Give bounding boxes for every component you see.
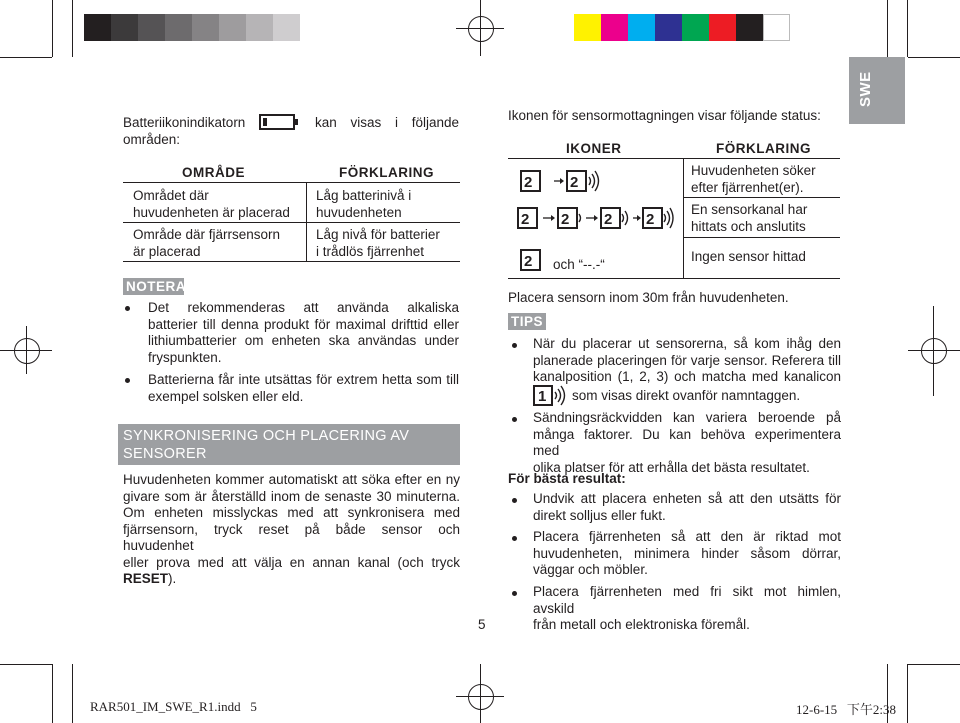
- col-icons-header: IKONER: [566, 141, 622, 156]
- sensor-not-found-icon: [520, 247, 546, 273]
- table-row-1-area: Området där huvudenheten är placerad: [133, 188, 290, 220]
- bullet-icon: [125, 306, 130, 311]
- svg-text:2: 2: [561, 211, 570, 228]
- svg-text:2: 2: [524, 253, 533, 270]
- svg-text:1: 1: [538, 388, 547, 405]
- tips-bullet-1-end: som visas direkt ovanför namntaggen.: [572, 388, 801, 403]
- best-bullet-1: Undvik att placera enheten så att den utsätts för direkt solljus eller fukt.: [533, 491, 841, 523]
- sensor-searching-icon: [520, 168, 640, 194]
- bullet-icon: [512, 536, 517, 541]
- bullet-icon: [512, 343, 517, 348]
- page-number: 5: [478, 617, 486, 632]
- footer-date: 12-6-15 下午2:38: [796, 702, 897, 717]
- sync-heading: SYNKRONISERING OCH PLACERING AV SENSORER: [118, 424, 460, 465]
- notera-bullet-2: Batterierna får inte utsättas för extrem hetta som till exempel solsken eller eld.: [148, 372, 459, 404]
- reset-keyword: RESET: [123, 571, 169, 586]
- language-tab: [849, 57, 905, 124]
- bullet-icon: [125, 378, 130, 383]
- bullet-icon: [512, 498, 517, 503]
- tips-label: TIPS: [508, 313, 546, 330]
- bullet-icon: [512, 417, 517, 422]
- battery-icon: [259, 113, 299, 131]
- battery-intro-b: kan visas i följande: [315, 115, 459, 130]
- sensor-channel-found-icon: [517, 205, 677, 231]
- best-bullet-3: Placera fjärrenheten med fri sikt mot himlen, avskild från metall och elektroniska föremål.: [533, 584, 841, 632]
- table-row-1-explanation: Låg batterinivå i huvudenheten: [316, 188, 412, 220]
- col-area-header: OMRÅDE: [182, 165, 245, 180]
- battery-intro-c: områden:: [123, 132, 181, 147]
- svg-text:2: 2: [646, 211, 655, 228]
- notera-bullet-1: Det rekommenderas att använda alkaliska batterier till denna produkt för maximal drifttid eller lithiumbatterier om enheten ska användas under fryspunkten.: [148, 300, 459, 365]
- best-results-heading: För bästa resultat:: [508, 471, 626, 486]
- svg-text:2: 2: [521, 211, 530, 228]
- reception-row-3-och: och “--.-“: [553, 257, 605, 272]
- battery-intro-a: Batteriikonindikatorn: [123, 115, 246, 130]
- footer-file: RAR501_IM_SWE_R1.indd 5: [90, 699, 257, 714]
- tips-bullet-1: När du placerar ut sensorerna, så kom ihåg den planerade placeringen för varje sensor. Referera till kanalposition (1, 2, 3) och matcha med kanalicon: [533, 336, 841, 384]
- sync-paragraph: Huvudenheten kommer automatiskt att söka efter en ny givare som är återställd inom de senaste 30 minuterna. Om enheten misslyckas med att synkronisera med fjärrsensorn, tryck reset på både sensor och huvudenhet eller prova med att välja en annan kanal (och tryck RESET).: [123, 472, 460, 586]
- table-row-2-explanation: Låg nivå för batterier i trådlös fjärrenhet: [316, 227, 440, 259]
- notera-label: NOTERA: [123, 278, 184, 295]
- language-tab-label: SWE: [857, 71, 874, 107]
- bullet-icon: [512, 591, 517, 596]
- tips-bullet-2: Sändningsräckvidden kan variera beroende på många faktorer. Du kan behöva experimentera med olika platser för att erhålla det bästa resultatet.: [533, 410, 841, 475]
- reception-intro: Ikonen för sensormottagningen visar följande status:: [508, 108, 821, 123]
- svg-text:2: 2: [524, 174, 533, 191]
- col-explanation-header: FÖRKLARING: [716, 141, 811, 156]
- reception-row-3-explanation: Ingen sensor hittad: [691, 249, 806, 264]
- col-explanation-header: FÖRKLARING: [339, 165, 434, 180]
- best-bullet-2: Placera fjärrenheten så att den är riktad mot huvudenheten, minimera hinder såsom dörrar, väggar och möbler.: [533, 529, 841, 577]
- channel-1-icon: [533, 384, 569, 408]
- place-sensor-text: Placera sensorn inom 30m från huvudenheten.: [508, 290, 789, 305]
- svg-text:2: 2: [604, 211, 613, 228]
- reception-row-2-explanation: En sensorkanal har hittats och anslutits: [691, 202, 808, 234]
- table-row-2-area: Område där fjärrsensorn är placerad: [133, 227, 281, 259]
- svg-text:2: 2: [570, 174, 579, 191]
- reception-row-1-explanation: Huvudenheten söker efter fjärrenhet(er).: [691, 163, 816, 195]
